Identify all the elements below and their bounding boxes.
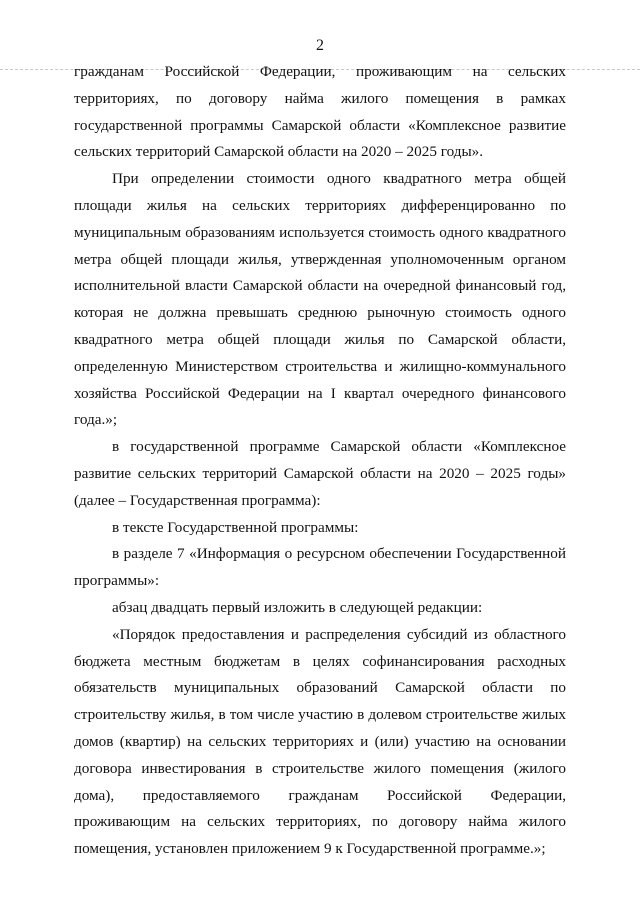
page-number: 2	[316, 37, 324, 54]
paragraph-amendment-instruction: абзац двадцать первый изложить в следующей редакции:	[112, 598, 483, 616]
paragraph-section-7: в разделе 7 «Информация о ресурсном обеспечении Государственной программы»:	[74, 545, 566, 590]
paragraph-continuation: гражданам Российской Федерации, проживающим на сельских территориях, по договору найма жилого помещения в рамках государственной программы Самарской области «Комплексное развитие сельских территорий Самарской области на 2020 – 2025 годы».	[74, 63, 566, 161]
document-body	[74, 59, 566, 863]
paragraph-cost-definition: При определении стоимости одного квадратного метра общей площади жилья на сельских территориях дифференцированно по муниципальным образованиям используется стоимость одного квадратного метра общей площади жилья, утвержденная уполномоченным органом исполнительной власти Самарской области на очередной финансовый год, которая не должна превышать среднюю рыночную стоимость одного квадратного метра общей площади жилья по Самарской области, определенную Министерством строительства и жилищно-коммунального хозяйства Российской Федерации на I квартал очередного финансового года.»;	[74, 170, 566, 429]
paragraph-program-text: в тексте Государственной программы:	[112, 518, 359, 536]
paragraph-subsidy-procedure: «Порядок предоставления и распределения субсидий из областного бюджета местным бюджетам в целях софинансирования расходных обязательств муниципальных образований Самарской области по строительству жилья, в том числе участию в долевом строительстве жилых домов (квартир) на сельских территориях и (или) участию на основании договора инвестирования в строительстве жилого помещения (жилого дома), предоставляемого гражданам Российской Федерации, проживающим на сельских территориях, по договору найма жилого помещения, установлен приложением 9 к Государственной программе.»;	[74, 625, 566, 858]
paragraph-state-program: в государственной программе Самарской области «Комплексное развитие сельских территорий Самарской области на 2020 – 2025 годы» (далее – Государственная программа):	[74, 438, 566, 509]
